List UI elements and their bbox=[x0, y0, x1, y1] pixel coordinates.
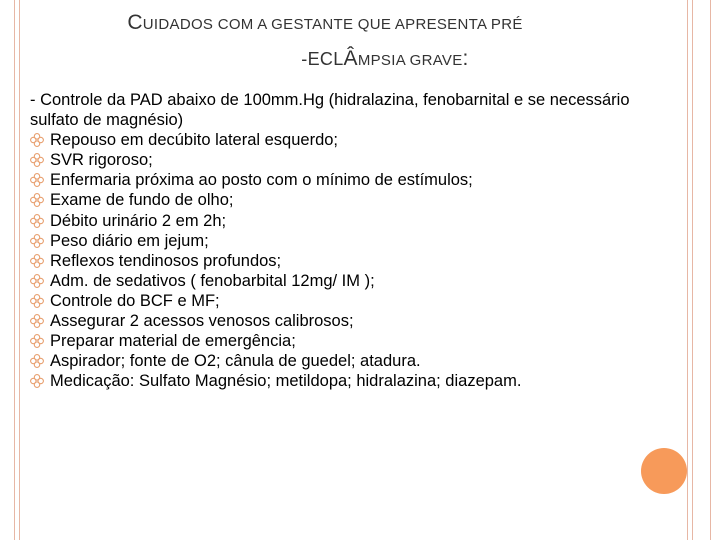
flower-bullet-icon bbox=[30, 314, 44, 328]
title-dash-segment: -ECL bbox=[301, 49, 344, 69]
right-border-line bbox=[687, 0, 688, 540]
list-item bbox=[30, 190, 670, 210]
right-border-line bbox=[692, 0, 693, 540]
list-item-text: Assegurar 2 acessos venosos calibrosos; bbox=[50, 312, 354, 331]
flower-bullet-icon bbox=[30, 254, 44, 268]
list-item-text: Exame de fundo de olho; bbox=[50, 191, 234, 210]
decorative-circle bbox=[641, 448, 687, 494]
flower-bullet-icon bbox=[30, 214, 44, 228]
list-item bbox=[30, 130, 670, 150]
right-border-line bbox=[710, 0, 711, 540]
list-item bbox=[30, 211, 670, 231]
flower-bullet-icon bbox=[30, 294, 44, 308]
list-item bbox=[30, 291, 670, 311]
flower-bullet-icon bbox=[30, 234, 44, 248]
list-item-text: Reflexos tendinosos profundos; bbox=[50, 251, 282, 270]
flower-bullet-icon bbox=[30, 133, 44, 147]
intro-text: - Controle da PAD abaixo de 100mm.Hg (hidralazina, fenobarnital e se necessário sulfato de magnésio) bbox=[30, 91, 630, 130]
title-line-1 bbox=[40, 6, 640, 42]
title-colon: : bbox=[462, 47, 469, 70]
list-item bbox=[30, 231, 670, 251]
title-text-end: MPSIA GRAVE bbox=[357, 52, 463, 69]
flower-bullet-icon bbox=[30, 173, 44, 187]
list-item-text: Preparar material de emergência; bbox=[50, 332, 296, 351]
flower-bullet-icon bbox=[30, 374, 44, 388]
left-border-line bbox=[19, 0, 20, 540]
list-item bbox=[30, 150, 670, 170]
list-item bbox=[30, 271, 670, 291]
list-item bbox=[30, 351, 670, 371]
list-item bbox=[30, 371, 670, 391]
list-item-text: Débito urinário 2 em 2h; bbox=[50, 211, 227, 230]
list-item bbox=[30, 170, 670, 190]
flower-bullet-icon bbox=[30, 274, 44, 288]
list-item-text: SVR rigoroso; bbox=[50, 151, 153, 170]
flower-bullet-icon bbox=[30, 354, 44, 368]
list-item-text: Aspirador; fonte de O2; cânula de guedel; atadura. bbox=[50, 352, 421, 371]
list-item bbox=[30, 251, 670, 271]
left-border-line bbox=[14, 0, 15, 540]
list-item-text: Enfermaria próxima ao posto com o mínimo de estímulos; bbox=[50, 171, 473, 190]
list-item bbox=[30, 311, 670, 331]
list-item-text: Adm. de sedativos ( fenobarbital 12mg/ IM ); bbox=[50, 271, 375, 290]
slide-body bbox=[30, 90, 670, 391]
list-item-text: Controle do BCF e MF; bbox=[50, 291, 220, 310]
flower-bullet-icon bbox=[30, 193, 44, 207]
flower-bullet-icon bbox=[30, 334, 44, 348]
bullet-list bbox=[30, 130, 670, 391]
list-item-text: Medicação: Sulfato Magnésio; metildopa; hidralazina; diazepam. bbox=[50, 372, 522, 391]
list-item-text: Repouso em decúbito lateral esquerdo; bbox=[50, 131, 339, 150]
title-text: UIDADOS COM A GESTANTE QUE APRESENTA PRÉ bbox=[142, 16, 523, 33]
title-initial: C bbox=[127, 11, 143, 34]
title-line-2 bbox=[40, 42, 640, 78]
slide-title bbox=[40, 6, 640, 78]
list-item-text: Peso diário em jejum; bbox=[50, 231, 209, 250]
title-accent-letter: Â bbox=[343, 47, 358, 70]
flower-bullet-icon bbox=[30, 153, 44, 167]
list-item bbox=[30, 331, 670, 351]
